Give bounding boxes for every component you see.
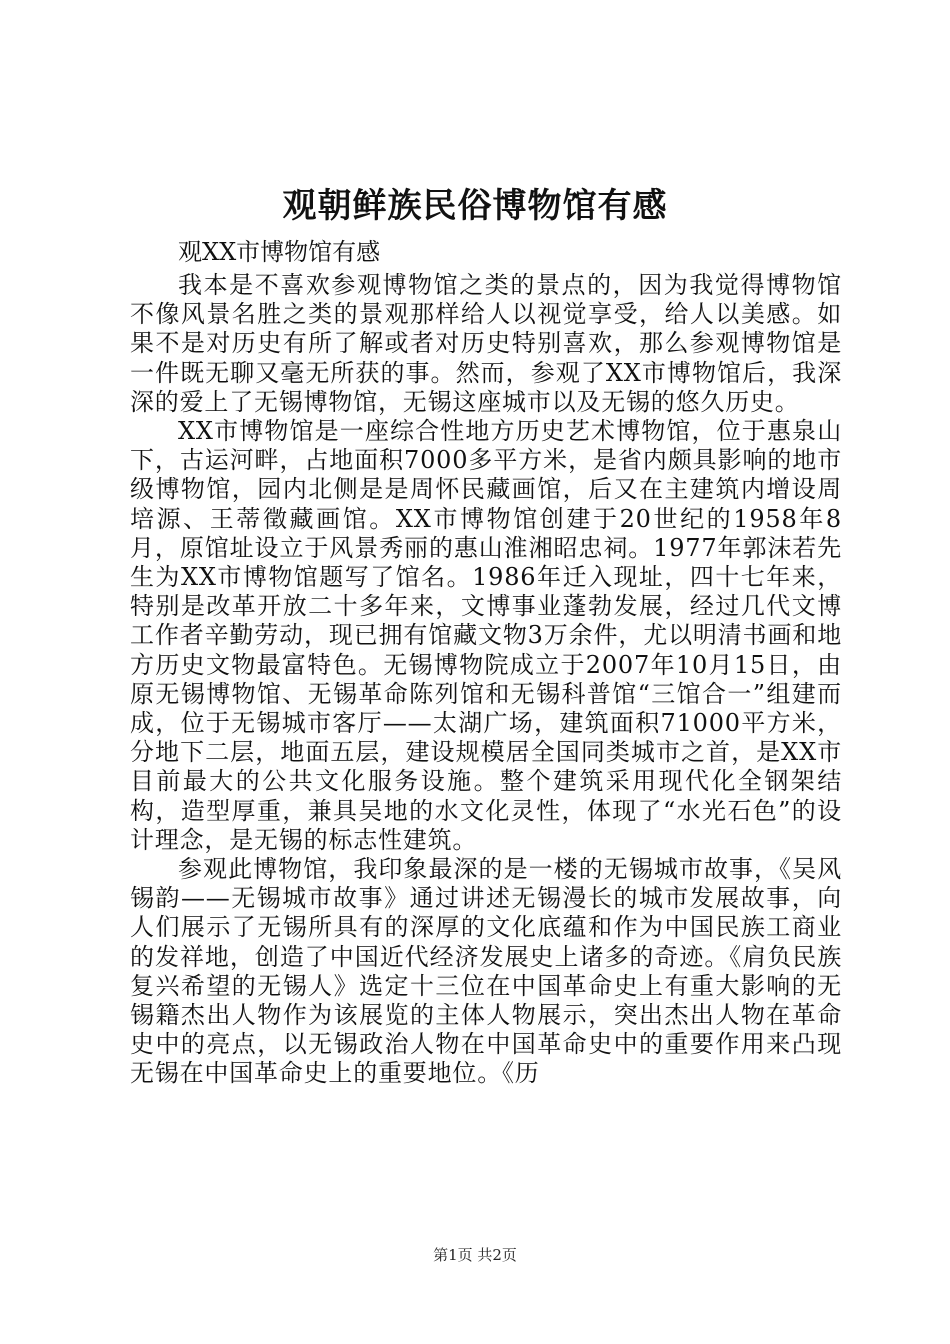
paragraph-1: 我本是不喜欢参观博物馆之类的景点的，因为我觉得博物馆不像风景名胜之类的景观那样给人以视觉享受，给人以美感。如果不是对历史有所了解或者对历史特别喜欢，那么参观博物馆是一件既无聊又毫无所获的事。然而，参观了XX市博物馆后，我深深的爱上了无锡博物馆，无锡这座城市以及无锡的悠久历史。 (130, 271, 842, 416)
document-title: 观朝鲜族民俗博物馆有感 (282, 186, 668, 226)
page-number-footer: 第1页 共2页 (433, 1246, 517, 1264)
paragraph-3: 参观此博物馆，我印象最深的是一楼的无锡城市故事，《吴风锡韵——无锡城市故事》通过讲述无锡漫长的城市发展故事，向人们展示了无锡所具有的深厚的文化底蕴和作为中国民族工商业的发祥地，创造了中国近代经济发展史上诸多的奇迹。《肩负民族复兴希望的无锡人》选定十三位在中国革命史上有重大影响的无锡籍杰出人物作为该展览的主体人物展示，突出杰出人物在革命史中的亮点，以无锡政治人物在中国革命史中的重要作用来凸现无锡在中国革命史上的重要地位。《历 (130, 855, 842, 1088)
document-subtitle: 观XX市博物馆有感 (178, 238, 381, 266)
document-body (130, 228, 842, 1089)
paragraph-2: XX市博物馆是一座综合性地方历史艺术博物馆，位于惠泉山下，古运河畔，占地面积7000多平方米，是省内颇具影响的地市级博物馆，园内北侧是是周怀民藏画馆，后又在主建筑内增设周培源、王蒂徵藏画馆。XX市博物馆创建于20世纪的1958年8月，原馆址设立于风景秀丽的惠山淮湘昭忠祠。1977年郭沫若先生为XX市博物馆题写了馆名。1986年迁入现址，四十七年来，特别是改革开放二十多年来，文博事业蓬勃发展，经过几代文博工作者辛勤劳动，现已拥有馆藏文物3万余件，尤以明清书画和地方历史文物最富特色。无锡博物院成立于2007年10月15日，由原无锡博物馆、无锡革命陈列馆和无锡科普馆“三馆合一”组建而成，位于无锡城市客厅——太湖广场，建筑面积71000平方米，分地下二层，地面五层，建设规模居全国同类城市之首，是XX市目前最大的公共文化服务设施。整个建筑采用现代化全钢架结构，造型厚重，兼具吴地的水文化灵性，体现了“水光石色”的设计理念，是无锡的标志性建筑。 (130, 417, 842, 854)
